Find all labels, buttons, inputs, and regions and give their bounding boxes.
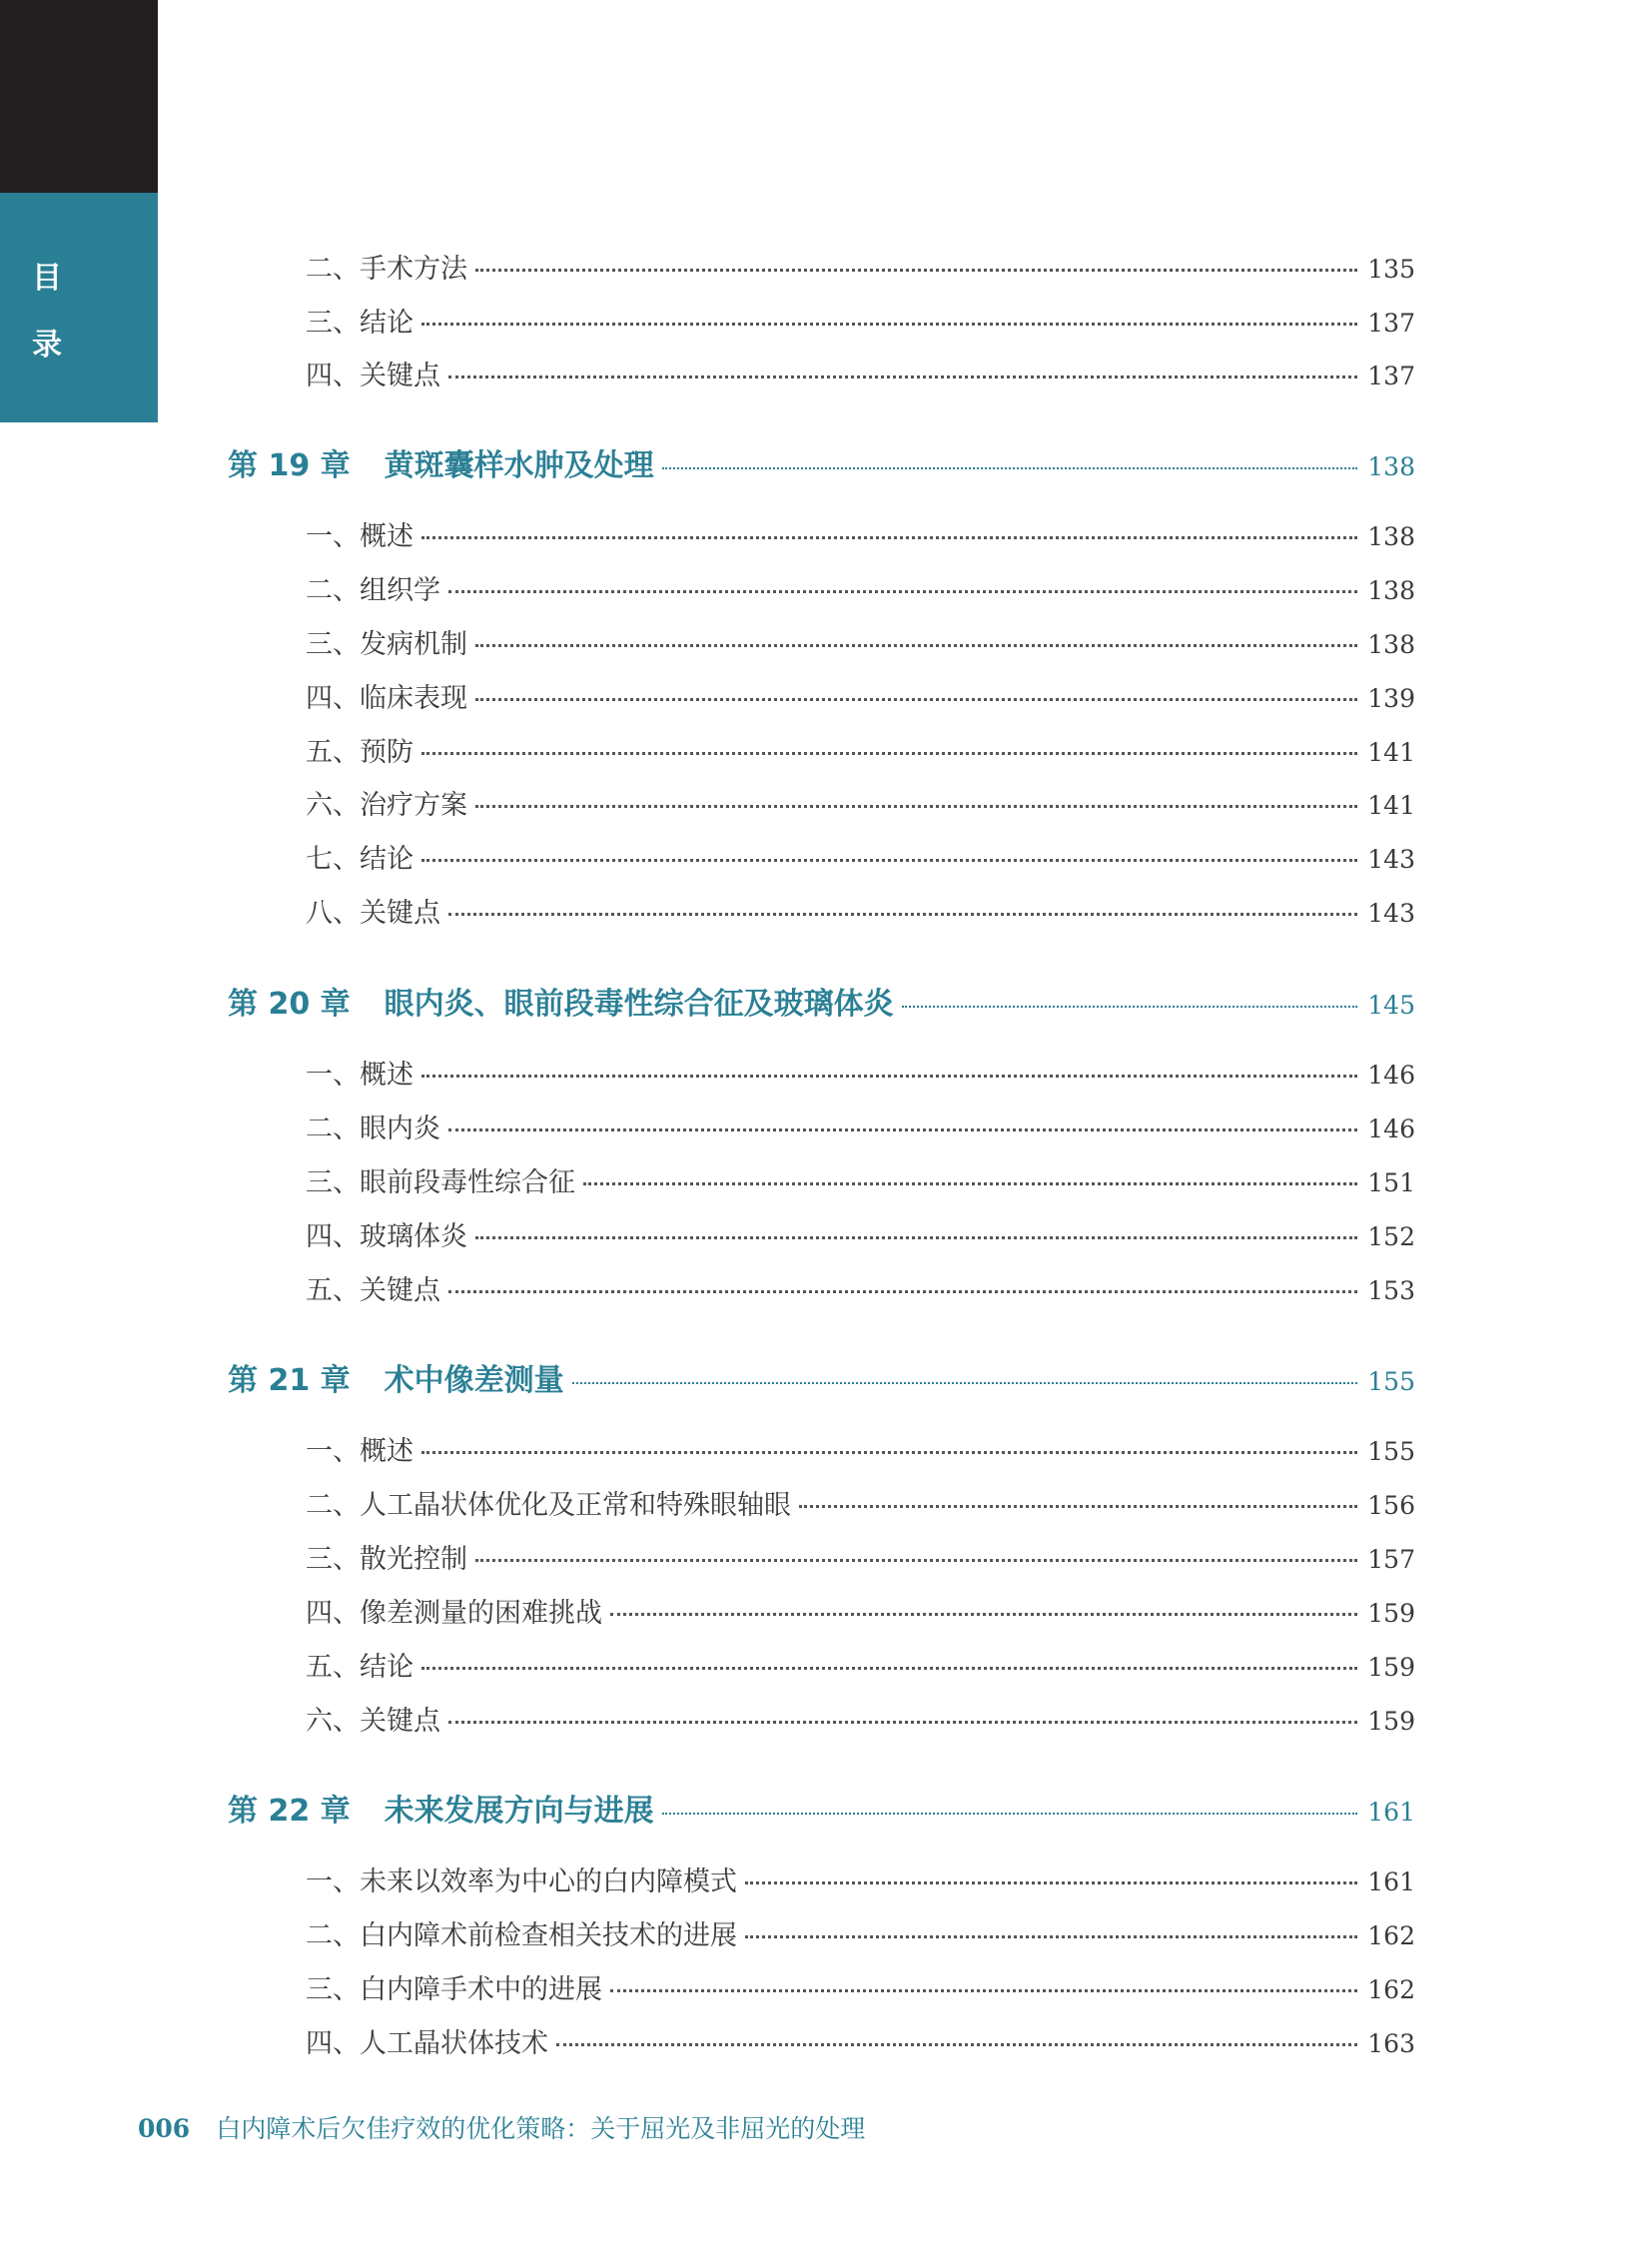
toc-section-row[interactable]	[306, 1053, 1415, 1107]
dot-leader	[421, 323, 1357, 326]
toc-page-number: 162	[1367, 1975, 1415, 2004]
toc-page-number: 153	[1367, 1276, 1415, 1305]
toc-page-number: 143	[1367, 845, 1415, 874]
toc-section-title: 五、关键点	[306, 1275, 440, 1306]
page-footer	[138, 2109, 865, 2145]
dot-leader	[421, 859, 1357, 862]
dot-leader	[448, 375, 1357, 378]
toc-page-number: 146	[1367, 1061, 1415, 1090]
toc-chapter-title: 黄斑囊样水肿及处理	[384, 448, 654, 483]
toc-section-title: 四、像差测量的困难挑战	[306, 1598, 602, 1629]
toc-section-title: 二、眼内炎	[306, 1114, 440, 1144]
toc-section-title: 三、白内障手术中的进展	[306, 1974, 602, 2005]
toc-chapter-title: 术中像差测量	[384, 1363, 564, 1398]
toc-section-title: 一、概述	[306, 1436, 413, 1467]
toc-section-title: 一、概述	[306, 1060, 413, 1091]
dot-leader	[475, 698, 1357, 701]
dot-leader	[421, 1075, 1357, 1078]
toc-page-number: 137	[1367, 362, 1415, 390]
toc-page-number: 156	[1367, 1491, 1415, 1520]
toc-section-row[interactable]	[306, 1107, 1415, 1160]
toc-section-title: 一、概述	[306, 521, 413, 552]
side-tab-char: 录	[32, 328, 62, 363]
toc-section-row[interactable]	[306, 301, 1415, 355]
dot-leader	[799, 1505, 1357, 1508]
toc-section-title: 四、关键点	[306, 361, 440, 391]
toc-section-title: 四、玻璃体炎	[306, 1221, 467, 1252]
toc-section-title: 七、结论	[306, 844, 413, 875]
toc-page-number: 141	[1367, 791, 1415, 820]
toc-page-number: 138	[1367, 630, 1415, 659]
dot-leader	[572, 1382, 1358, 1384]
toc-section-title: 五、预防	[306, 737, 413, 768]
dot-leader	[902, 1006, 1358, 1008]
dot-leader	[662, 1813, 1358, 1815]
toc-page-number: 155	[1367, 1367, 1415, 1396]
toc-section-row[interactable]	[306, 1913, 1415, 1967]
footer-book-title: 白内障术后欠佳疗效的优化策略：关于屈光及非屈光的处理	[216, 2114, 866, 2143]
toc-section-row[interactable]	[306, 354, 1415, 407]
dot-leader	[475, 805, 1357, 808]
toc-chapter-row[interactable]	[228, 979, 1415, 1033]
header-dark-block	[0, 0, 158, 193]
toc-section-row[interactable]	[306, 1483, 1415, 1537]
dot-leader	[610, 1989, 1357, 1992]
toc-section-row[interactable]	[306, 1699, 1415, 1753]
dot-leader	[421, 536, 1357, 539]
toc-page-number: 159	[1367, 1707, 1415, 1736]
dot-leader	[475, 269, 1357, 272]
toc-section-title: 六、关键点	[306, 1706, 440, 1737]
toc-section-row[interactable]	[306, 514, 1415, 568]
toc-section-row[interactable]	[306, 1645, 1415, 1699]
dot-leader	[448, 1721, 1357, 1724]
toc-page-number: 152	[1367, 1222, 1415, 1251]
toc-chapter-title: 未来发展方向与进展	[384, 1794, 654, 1829]
toc-page-number: 146	[1367, 1115, 1415, 1143]
dot-leader	[662, 467, 1358, 469]
toc-page-number: 161	[1367, 1868, 1415, 1896]
dot-leader	[745, 1935, 1357, 1938]
toc-page-number: 151	[1367, 1168, 1415, 1197]
toc-section-title: 六、治疗方案	[306, 790, 467, 821]
toc-section-row[interactable]	[306, 783, 1415, 837]
toc-chapter-number: 第 21 章	[228, 1363, 351, 1398]
dot-leader	[556, 2043, 1357, 2046]
toc-page-number: 159	[1367, 1653, 1415, 1682]
toc-chapter-row[interactable]	[228, 1786, 1415, 1840]
dot-leader	[421, 1667, 1357, 1670]
toc-section-row[interactable]	[306, 891, 1415, 945]
toc-section-row[interactable]	[306, 247, 1415, 301]
toc-section-row[interactable]	[306, 730, 1415, 784]
toc-section-row[interactable]	[306, 1429, 1415, 1483]
toc-page-number: 137	[1367, 309, 1415, 338]
toc-section-row[interactable]	[306, 1591, 1415, 1645]
toc-chapter-number: 第 19 章	[228, 448, 351, 483]
side-tab-char: 目	[32, 261, 62, 296]
toc-section-row[interactable]	[306, 1268, 1415, 1322]
toc-page-number: 161	[1367, 1798, 1415, 1827]
toc-section-title: 二、白内障术前检查相关技术的进展	[306, 1920, 737, 1951]
dot-leader	[745, 1881, 1357, 1884]
dot-leader	[475, 644, 1357, 647]
toc-section-row[interactable]	[306, 1967, 1415, 2021]
toc-page-number: 157	[1367, 1545, 1415, 1574]
toc-section-title: 五、结论	[306, 1652, 413, 1683]
toc-section-row[interactable]	[306, 676, 1415, 730]
toc-section-row[interactable]	[306, 837, 1415, 891]
toc-section-title: 二、手术方法	[306, 254, 467, 285]
toc-section-title: 三、结论	[306, 308, 413, 339]
toc-section-title: 二、组织学	[306, 575, 440, 606]
toc-section-title: 四、人工晶状体技术	[306, 2028, 548, 2059]
toc-page-number: 141	[1367, 738, 1415, 767]
toc-chapter-row[interactable]	[228, 1355, 1415, 1409]
toc-page-number: 159	[1367, 1599, 1415, 1628]
toc-page-number: 143	[1367, 899, 1415, 928]
toc-section-row[interactable]	[306, 1537, 1415, 1591]
toc-page-number: 139	[1367, 684, 1415, 713]
toc-page-number: 145	[1367, 991, 1415, 1020]
toc-section-row[interactable]	[306, 568, 1415, 622]
dot-leader	[448, 1128, 1357, 1131]
dot-leader	[448, 590, 1357, 593]
toc-page-number: 135	[1367, 255, 1415, 284]
toc-section-title: 三、散光控制	[306, 1544, 467, 1575]
toc-side-tab	[0, 193, 158, 422]
toc-section-title: 二、人工晶状体优化及正常和特殊眼轴眼	[306, 1490, 791, 1521]
dot-leader	[421, 752, 1357, 755]
dot-leader	[448, 913, 1357, 916]
toc-section-row[interactable]	[306, 622, 1415, 676]
toc-section-row[interactable]	[306, 1860, 1415, 1913]
toc-section-row[interactable]	[306, 1214, 1415, 1268]
toc-section-title: 三、眼前段毒性综合征	[306, 1167, 575, 1198]
toc-page-number: 163	[1367, 2029, 1415, 2058]
toc-section-title: 八、关键点	[306, 898, 440, 929]
toc-chapter-row[interactable]	[228, 440, 1415, 494]
footer-page-number: 006	[138, 2114, 191, 2143]
toc-page-number: 162	[1367, 1921, 1415, 1950]
dot-leader	[610, 1613, 1357, 1616]
toc-chapter-number: 第 20 章	[228, 987, 351, 1022]
toc-chapter-number: 第 22 章	[228, 1794, 351, 1829]
toc-section-row[interactable]	[306, 1160, 1415, 1214]
dot-leader	[421, 1451, 1357, 1454]
toc-section-title: 一、未来以效率为中心的白内障模式	[306, 1867, 737, 1897]
toc-section-title: 四、临床表现	[306, 683, 467, 714]
dot-leader	[583, 1182, 1357, 1185]
dot-leader	[475, 1236, 1357, 1239]
toc-page-number: 155	[1367, 1437, 1415, 1466]
dot-leader	[448, 1290, 1357, 1293]
toc-section-title: 三、发病机制	[306, 629, 467, 660]
dot-leader	[475, 1559, 1357, 1562]
toc-section-row[interactable]	[306, 2021, 1415, 2075]
toc-page-number: 138	[1367, 522, 1415, 551]
toc-chapter-title: 眼内炎、眼前段毒性综合征及玻璃体炎	[384, 987, 894, 1022]
toc-page-number: 138	[1367, 452, 1415, 481]
toc-page-number: 138	[1367, 576, 1415, 605]
